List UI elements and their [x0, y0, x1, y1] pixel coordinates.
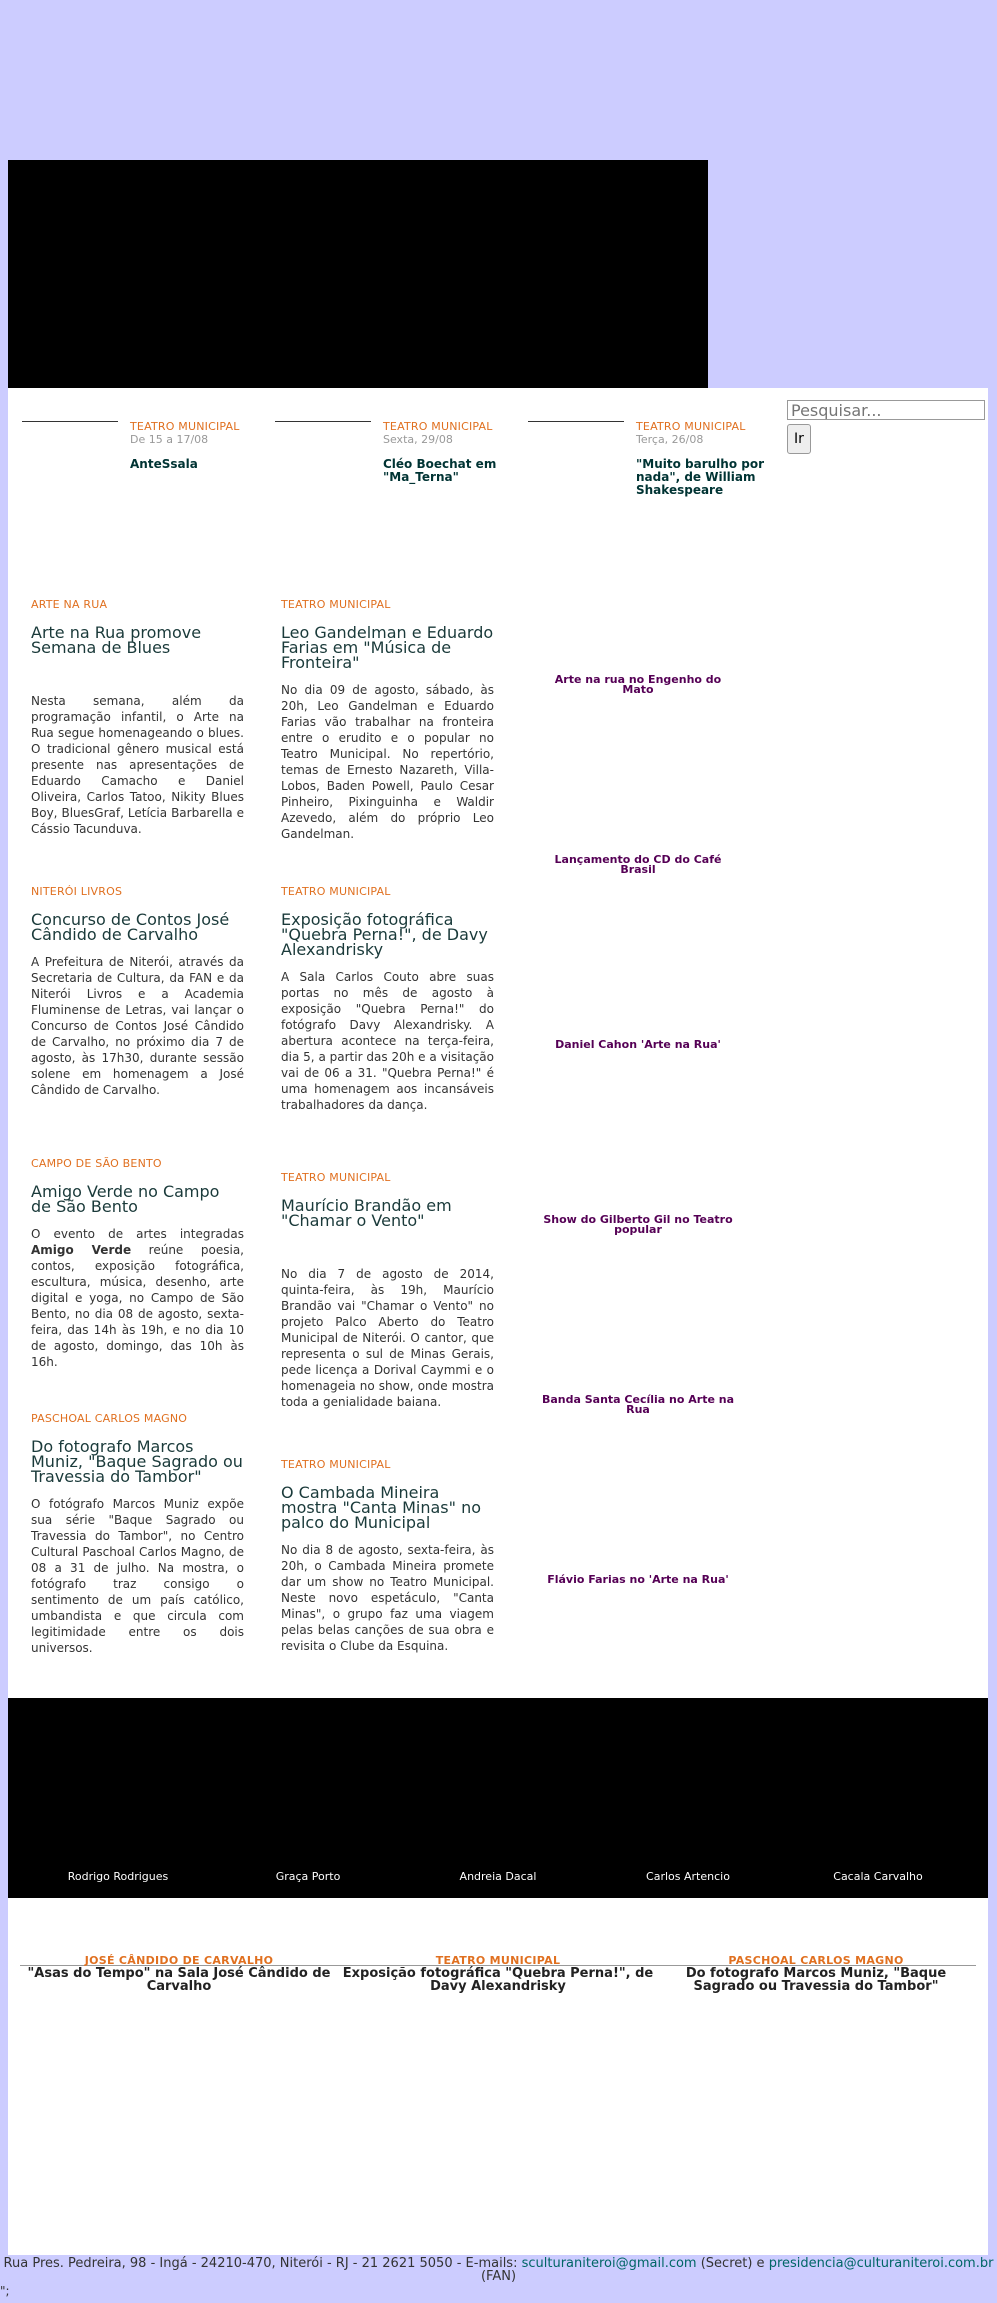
featured-title[interactable]: AnteSsala — [130, 457, 198, 471]
article-title[interactable]: O Cambada Mineira mostra "Canta Minas" no palco do Municipal — [281, 1483, 481, 1532]
article-category[interactable]: PASCHOAL CARLOS MAGNO — [31, 1412, 188, 1425]
article — [281, 1171, 494, 1410]
highlight-category: JOSÉ CÂNDIDO DE CARVALHO — [84, 1954, 274, 1967]
stray-text: "; — [0, 2284, 10, 2298]
featured-date: De 15 a 17/08 — [130, 433, 209, 446]
article-category[interactable]: ARTE NA RUA — [31, 598, 108, 611]
article — [31, 1157, 244, 1370]
article-title[interactable]: Maurício Brandão em "Chamar o Vento" — [281, 1196, 452, 1230]
photographer-name[interactable]: Rodrigo Rodrigues — [67, 1870, 169, 1883]
highlight-category: TEATRO MUNICIPAL — [435, 1954, 561, 1967]
video-link[interactable]: Daniel Cahon 'Arte na Rua' — [555, 1038, 721, 1051]
video-link[interactable]: Show do Gilberto Gil no Teatro popular — [543, 1213, 733, 1236]
article-body: O fotógrafo Marcos Muniz expõe sua série "Baque Sagrado ou Travessia do Tambor", no Centro Cultural Paschoal Carlos Magno, de 08 a 31 de julho. Na mostra, o fotógrafo traz consigo o sentimento de um país católico, umbandista e que circula com legitimidade entre os dois universos. — [31, 1497, 244, 1655]
article-body-text: O evento de artes integradas — [31, 1227, 244, 1241]
photo-gallery-band[interactable] — [8, 1698, 988, 1898]
article-category[interactable]: NITERÓI LIVROS — [31, 885, 123, 898]
article-body: A Prefeitura de Niterói, através da Secretaria de Cultura, da FAN e da Niterói Livros e a Academia Fluminense de Letras, vai lançar o Concurso de Contos José Cândido de Carvalho, no próximo dia 7 de agosto, às 17h30, durante sessão solene em homenagem a José Cândido de Carvalho. — [31, 955, 244, 1097]
article-title[interactable]: Concurso de Contos José Cândido de Carvalho — [31, 910, 230, 944]
article — [281, 598, 494, 842]
highlight-category: PASCHOAL CARLOS MAGNO — [728, 1954, 904, 1967]
featured-category: TEATRO MUNICIPAL — [130, 420, 240, 433]
article — [31, 598, 244, 837]
video-link[interactable]: Lançamento do CD do Café Brasil — [554, 853, 722, 876]
video-link[interactable]: Banda Santa Cecília no Arte na Rua — [541, 1393, 735, 1416]
highlight-title[interactable]: Exposição fotográfica "Quebra Perna!", de Davy Alexandrisky — [342, 1966, 654, 1994]
featured-title[interactable]: Cléo Boechat em "Ma_Terna" — [383, 457, 497, 484]
highlight-title[interactable]: "Asas do Tempo" na Sala José Cândido de Carvalho — [27, 1966, 331, 1994]
search-button[interactable]: Ir — [787, 424, 811, 454]
photographer-name[interactable]: Graça Porto — [275, 1870, 341, 1883]
video-link[interactable]: Arte na rua no Engenho do Mato — [554, 673, 722, 696]
highlight-title[interactable]: Do fotografo Marcos Muniz, "Baque Sagrado ou Travessia do Tambor" — [685, 1966, 947, 1994]
article-body: No dia 8 de agosto, sexta-feira, às 20h, o Cambada Mineira promete dar um show no Teatro Municipal. Neste novo espetáculo, "Canta Minas", o grupo faz uma viagem pelas belas canções de sua obra e revisita o Clube da Esquina. — [281, 1543, 494, 1653]
article-title[interactable]: Arte na Rua promove Semana de Blues — [31, 623, 202, 657]
article-body-text: reúne poesia, contos, exposição fotográfica, escultura, música, desenho, arte digital e yoga, no Campo de São Bento, no dia 08 de agosto, sexta-feira, das 14h às 19h, e no dia 10 de agosto, domingo, das 10h às 16h. — [31, 1243, 244, 1369]
article-body-bold: Amigo Verde — [31, 1243, 132, 1257]
top-banner[interactable] — [8, 160, 708, 388]
search-form — [787, 400, 987, 454]
article-body: Nesta semana, além da programação infantil, o Arte na Rua segue homenageando o blues. O tradicional gênero musical está presente nas apresentações de Eduardo Camacho e Daniel Oliveira, Carlos Tatoo, Nikity Blues Boy, BluesGraf, Letícia Barbarella e Cássio Tacunduva. — [31, 694, 244, 836]
featured-category: TEATRO MUNICIPAL — [383, 420, 493, 433]
footer-separator: (Secret) e — [696, 2256, 769, 2271]
article-body — [31, 1226, 244, 1370]
email-link[interactable]: presidencia@culturaniteroi.com.br — [768, 2256, 994, 2271]
article-category[interactable]: TEATRO MUNICIPAL — [281, 1458, 391, 1471]
featured-divider — [275, 421, 371, 422]
article-body: No dia 09 de agosto, sábado, às 20h, Leo Gandelman e Eduardo Farias vão trabalhar na fronteira entre o erudito e o popular no Teatro Municipal. No repertório, temas de Ernesto Nazareth, Villa-Lobos, Baden Powell, Paulo Cesar Pinheiro, Pixinguinha e Waldir Azevedo, além do próprio Leo Gandelman. — [281, 683, 494, 841]
article-title[interactable]: Exposição fotográfica "Quebra Perna!", de Davy Alexandrisky — [281, 910, 488, 959]
search-input[interactable] — [787, 400, 985, 420]
featured-divider — [22, 421, 118, 422]
photographer-name[interactable]: Carlos Artencio — [646, 1870, 730, 1883]
article-category[interactable]: TEATRO MUNICIPAL — [281, 885, 391, 898]
highlight-item[interactable] — [340, 1954, 656, 1993]
featured-date: Terça, 26/08 — [636, 433, 704, 446]
photographer-name[interactable]: Andreia Dacal — [459, 1870, 537, 1883]
featured-divider — [528, 421, 624, 422]
article — [31, 885, 244, 1098]
article — [281, 1458, 494, 1654]
highlight-item[interactable] — [22, 1954, 336, 1993]
featured-date: Sexta, 29/08 — [383, 433, 453, 446]
article-category[interactable]: TEATRO MUNICIPAL — [281, 598, 391, 611]
footer — [0, 2257, 997, 2283]
article-title[interactable]: Leo Gandelman e Eduardo Farias em "Música de Fronteira" — [281, 623, 494, 672]
footer-suffix: (FAN) — [480, 2269, 517, 2284]
featured-title[interactable]: "Muito barulho por nada", de William Shakespeare — [636, 457, 764, 497]
article-category[interactable]: CAMPO DE SÃO BENTO — [31, 1157, 162, 1170]
featured-category: TEATRO MUNICIPAL — [636, 420, 746, 433]
highlight-item[interactable] — [658, 1954, 974, 1993]
video-link[interactable]: Flávio Farias no 'Arte na Rua' — [547, 1573, 729, 1586]
article-title[interactable]: Amigo Verde no Campo de São Bento — [31, 1182, 220, 1216]
photographer-name[interactable]: Cacala Carvalho — [833, 1870, 923, 1883]
article-body: No dia 7 de agosto de 2014, quinta-feira, às 19h, Maurício Brandão vai "Chamar o Vento" no projeto Palco Aberto do Teatro Municipal de Niterói. O cantor, que representa o sul de Minas Gerais, pede licença a Dorival Caymmi e o homenageia no show, onde mostra toda a genialidade baiana. — [281, 1267, 494, 1409]
article-title[interactable]: Do fotografo Marcos Muniz, "Baque Sagrado ou Travessia do Tambor" — [31, 1437, 243, 1486]
email-link[interactable]: sculturaniteroi@gmail.com — [521, 2256, 697, 2271]
article-body: A Sala Carlos Couto abre suas portas no mês de agosto à exposição "Quebra Perna!" do fotógrafo Davy Alexandrisky. A abertura acontece na terça-feira, dia 5, a partir das 20h e a visitação vai de 06 a 31. "Quebra Perna!" é uma homenagem aos incansáveis trabalhadores da dança. — [281, 970, 494, 1112]
article-category[interactable]: TEATRO MUNICIPAL — [281, 1171, 391, 1184]
article — [281, 885, 494, 1113]
footer-address: Rua Pres. Pedreira, 98 - Ingá - 24210-470, Niterói - RJ - 21 2621 5050 - E-mails: — [3, 2256, 522, 2271]
article — [31, 1412, 244, 1656]
